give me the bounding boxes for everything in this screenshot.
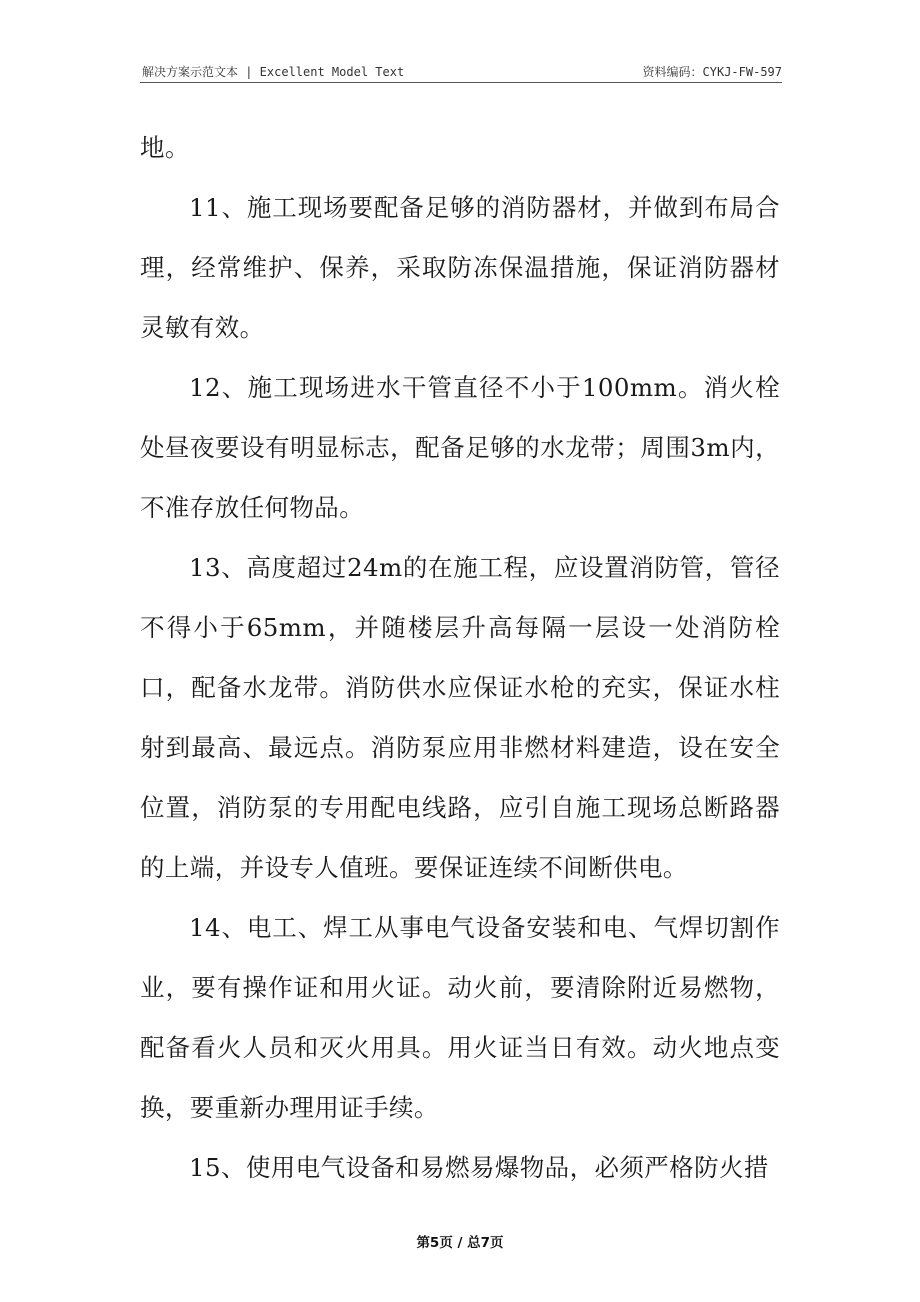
header-title: 解决方案示范文本 | Excellent Model Text: [142, 65, 405, 79]
document-body: [140, 118, 780, 1198]
paragraph-item-11: 11、施工现场要配备足够的消防器材，并做到布局合理，经常维护、保养，采取防冻保温措施，保证消防器材灵敏有效。: [140, 193, 780, 342]
paragraph-continuation: 地。: [140, 133, 190, 162]
paragraph-item-15: 15、使用电气设备和易燃易爆物品，必须严格防火措: [189, 1153, 769, 1182]
document-code: 资料编码：CYKJ-FW-597: [642, 65, 782, 79]
paragraph-item-12: 12、施工现场进水干管直径不小于100mm。消火栓处昼夜要设有明显标志，配备足够的水龙带；周围3m内，不准存放任何物品。: [140, 373, 780, 522]
page-header: [140, 60, 782, 83]
paragraph-item-14: 14、电工、焊工从事电气设备安装和电、气焊切割作业，要有操作证和用火证。动火前，要清除附近易燃物，配备看火人员和灭火用具。用火证当日有效。动火地点变换，要重新办理用证手续。: [140, 913, 780, 1122]
paragraph-item-13: 13、高度超过24m的在施工程，应设置消防管，管径不得小于65mm，并随楼层升高每隔一层设一处消防栓口，配备水龙带。消防供水应保证水枪的充实，保证水柱射到最高、最远点。消防泵应用非燃材料建造，设在安全位置，消防泵的专用配电线路，应引自施工现场总断路器的上端，并设专人值班。要保证连续不间断供电。: [140, 553, 780, 882]
page-number: 第5页 / 总7页: [416, 1235, 504, 1251]
